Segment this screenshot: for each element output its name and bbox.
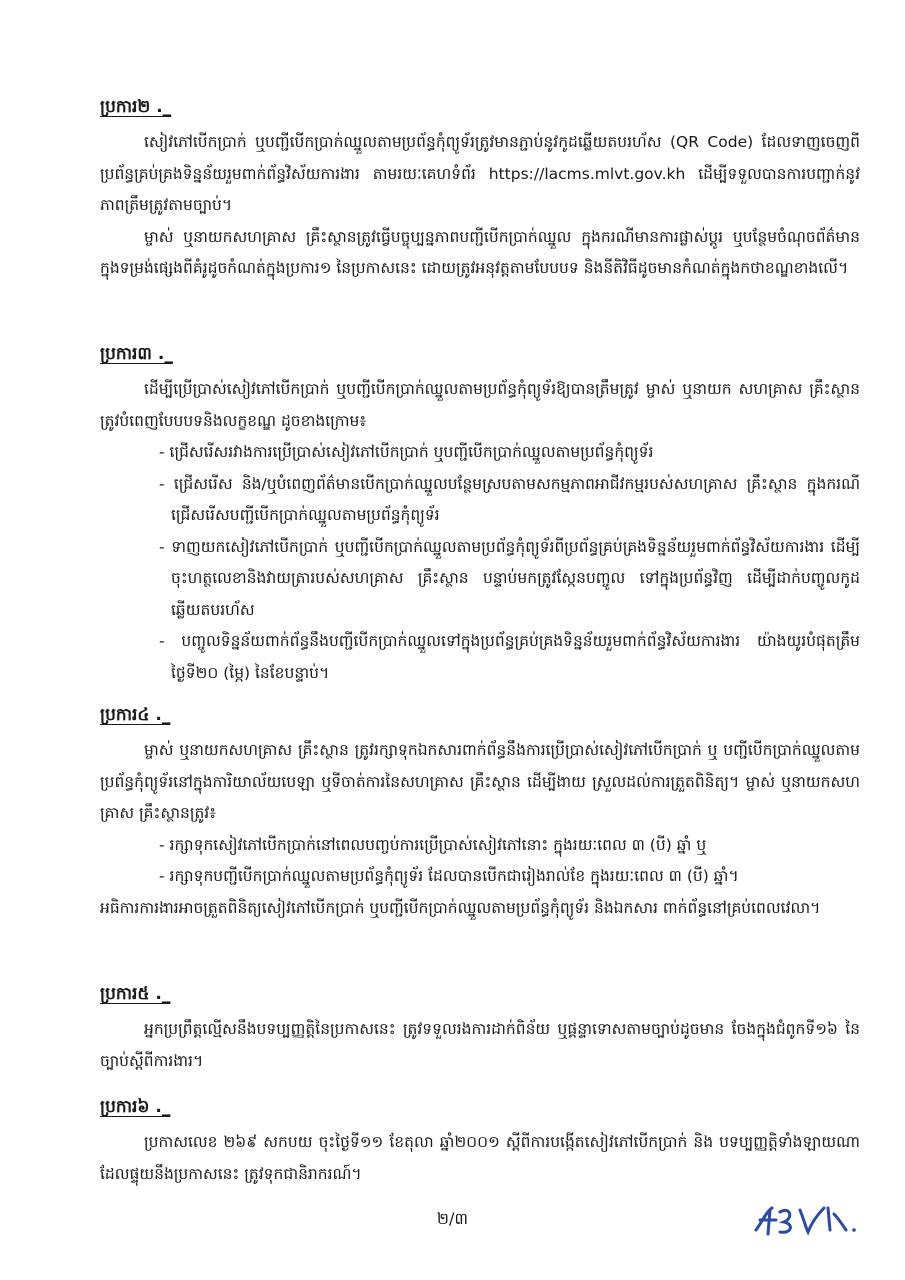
list-item: - ជ្រើសរើស និង/ឬបំពេញព័ត៌មានបើកប្រាក់ឈ្នួលបន្ថែមស្របតាមសកម្មភាពអាជីវកម្មរបស់សហគ្រាស គ្រឹះស្ថាន ក្នុងករណីជ្រើសរើសបញ្ជីបើកប្រាក់ឈ្នួលតាមប្រព័ន្ធកុំព្យូទ័រ (100, 469, 860, 532)
list-item: - ជ្រើសរើសរវាងការប្រើប្រាស់សៀវភៅបើកប្រាក់ ឬបញ្ជីបើកប្រាក់ឈ្នួលតាមប្រព័ន្ធកុំព្យូទ័រ (100, 437, 860, 469)
article-closing: អធិការការងារអាចត្រួតពិនិត្យសៀវភៅបើកប្រាក់ ឬបញ្ជីបើកប្រាក់ឈ្នួលតាមប្រព័ន្ធកុំព្យូទ័រ និងឯកសារ ពាក់ព័ន្ធនៅគ្រប់ពេលវេលា។ (100, 898, 821, 917)
article-paragraph: ប្រកាសលេខ ២៦៩ សកបយ ចុះថ្ងៃទី១១ ខែតុលា ឆ្នាំ២០០១ ស្តីពីការបង្កើតសៀវភៅបើកប្រាក់ និង បទប្បញ្ញត្តិទាំងឡាយណាដែលផ្ទុយនឹងប្រកាសនេះ ត្រូវទុកជានិរាករណ៍។ (100, 1133, 860, 1183)
article-heading: ប្រការ៤ ._ (100, 705, 171, 725)
article-6 (100, 1095, 860, 1190)
article-3 (100, 342, 860, 689)
list-item: - រក្សាទុកបញ្ជីបើកប្រាក់ឈ្នួលតាមប្រព័ន្ធកុំព្យូទ័រ ដែលបានបើកជារៀងរាល់ខែ ក្នុងរយៈពេល ៣ (បី) ឆ្នាំ។ (100, 861, 860, 893)
article-heading: ប្រការ៦ ._ (100, 1097, 171, 1117)
list-item: - បញ្ចូលទិន្នន័យពាក់ព័ន្ធនឹងបញ្ជីបើកប្រាក់ឈ្នួលទៅក្នុងប្រព័ន្ធគ្រប់គ្រងទិន្នន័យរួមពាក់ព័ន្ធវិស័យការងារ យ៉ាងយូរបំផុតត្រឹមថ្ងៃទី២០ (ម្ភៃ) នៃខែបន្ទាប់។ (100, 626, 860, 689)
article-heading: ប្រការ២ ._ (100, 97, 172, 117)
signature-initials (750, 1200, 860, 1240)
article-2 (100, 95, 860, 285)
article-paragraph: សៀវភៅបើកប្រាក់ ឬបញ្ជីបើកប្រាក់ឈ្នួលតាមប្រព័ន្ធកុំព្យូទ័រត្រូវមានភ្ជាប់នូវកូដឆ្លើយតបរហ័ស (QR Code) ដែលទាញចេញពីប្រព័ន្ធគ្រប់គ្រងទិន្នន័យរួមពាក់ព័ន្ធវិស័យការងារ តាមរយៈគេហទំព័រ https://lacms.mlvt.gov.kh ដើម្បីទទួលបានការបញ្ជាក់នូវភាពត្រឹមត្រូវតាមច្បាប់។ (100, 133, 860, 214)
bullet-list (100, 830, 860, 893)
article-paragraph: អ្នកប្រព្រឹត្តល្មើសនឹងបទប្បញ្ញត្តិនៃប្រកាសនេះ ត្រូវទទួលរងការដាក់ពិន័យ ឬផ្តន្ទាទោសតាមច្បាប់ដូចមាន ចែងក្នុងជំពូកទី១៦ នៃច្បាប់ស្តីពីការងារ។ (100, 1020, 860, 1070)
article-5 (100, 982, 860, 1077)
article-heading: ប្រការ៣ ._ (100, 344, 173, 364)
article-heading: ប្រការ៥ ._ (100, 984, 171, 1004)
article-4 (100, 703, 860, 924)
article-paragraph: ម្ចាស់ ឬនាយកសហគ្រាស គ្រឹះស្ថាន ត្រូវរក្សាទុកឯកសារពាក់ព័ន្ធនឹងការប្រើប្រាស់សៀវភៅបើកប្រាក់ ឬ បញ្ជីបើកប្រាក់ឈ្នួលតាមប្រព័ន្ធកុំព្យូទ័រនៅក្នុងការិយាល័យបេឡា ឬទីចាត់ការនៃសហគ្រាស គ្រឹះស្ថាន ដើម្បីងាយ ស្រួលដល់ការត្រួតពិនិត្យ។ ម្ចាស់ ឬនាយកសហគ្រាស គ្រឹះស្ថានត្រូវ៖ (100, 741, 860, 822)
bullet-list (100, 437, 860, 689)
list-item: - ទាញយកសៀវភៅបើកប្រាក់ ឬបញ្ជីបើកប្រាក់ឈ្នួលតាមប្រព័ន្ធកុំព្យូទ័រពីប្រព័ន្ធគ្រប់គ្រងទិន្នន័យរួមពាក់ព័ន្ធវិស័យការងារ ដើម្បីចុះហត្ថលេខានិងវាយត្រារបស់សហគ្រាស គ្រឹះស្ថាន បន្ទាប់មកត្រូវស្កែនបញ្ចូល ទៅក្នុងប្រព័ន្ធវិញ ដើម្បីដាក់បញ្ចូលកូដឆ្លើយតបរហ័ស (100, 532, 860, 627)
article-paragraph: ដើម្បីប្រើប្រាស់សៀវភៅបើកប្រាក់ ឬបញ្ជីបើកប្រាក់ឈ្នួលតាមប្រព័ន្ធកុំព្យូទ័រឱ្យបានត្រឹមត្រូវ ម្ចាស់ ឬនាយក សហគ្រាស គ្រឹះស្ថាន ត្រូវបំពេញបែបបទនិងលក្ខខណ្ឌ ដូចខាងក្រោម៖ (100, 380, 860, 430)
list-item: - រក្សាទុកសៀវភៅបើកប្រាក់នៅពេលបញ្ចប់ការប្រើប្រាស់សៀវភៅនោះ ក្នុងរយៈពេល ៣ (បី) ឆ្នាំ ឬ (100, 830, 860, 862)
article-paragraph: ម្ចាស់ ឬនាយកសហគ្រាស គ្រឹះស្ថានត្រូវធ្វើបច្ចុប្បន្នភាពបញ្ជីបើកប្រាក់ឈ្នួល ក្នុងករណីមានការផ្លាស់ប្តូរ ឬបន្ថែមចំណុចព័ត៌មានក្នុងទម្រង់ផ្សេងពីគំរូដូចកំណត់ក្នុងប្រការ១ នៃប្រកាសនេះ ដោយត្រូវអនុវត្តតាមបែបបទ និងនីតិវិធីដូចមានកំណត់ក្នុងកថាខណ្ឌខាងលើ។ (100, 227, 860, 277)
page-number: ២/៣ (436, 1209, 469, 1228)
